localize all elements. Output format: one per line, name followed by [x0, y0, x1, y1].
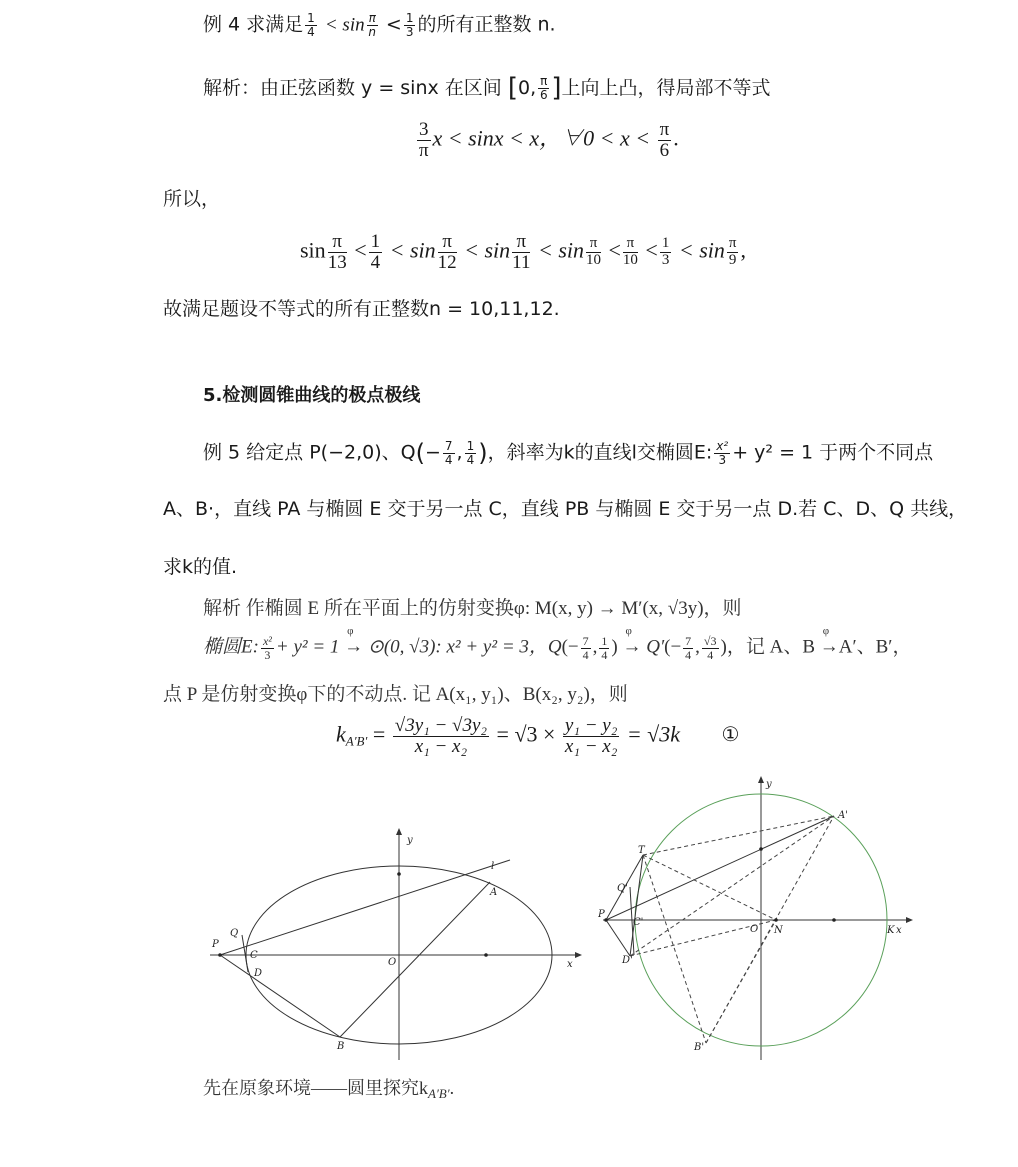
figure-caption: 先在原象环境——圆里探究$k_{A'B'}$. [203, 1078, 455, 1101]
fig1-label-C: C [250, 950, 258, 961]
ellipse-figure [200, 825, 590, 1065]
fig1-label-P: P [212, 939, 219, 950]
fig2-label-B: B' [694, 1042, 705, 1053]
so-label: 所以， [163, 188, 221, 210]
fig1-label-O: O [388, 957, 397, 968]
fig2-label-P: P [598, 909, 605, 920]
fig1-label-x: x [567, 959, 573, 970]
example4-statement: 例 4 求满足 $\frac{1}{4}$ < sin $\frac{\pi}{n}$ < $\frac{1}{3}$ 的所有正整数 n. [203, 11, 556, 39]
section5-heading: 5.检测圆锥曲线的极点极线 [203, 385, 421, 406]
circle-figure [598, 775, 918, 1065]
solution4-intro: 解析：由正弦函数 y = sinx 在区间 [0, $\frac{\pi}{6}$ ]上向上凸，得局部不等式 [203, 73, 771, 103]
local-inequality: $\frac{3}{\pi}$ x < sinx < x，∀0 < x < $\frac{\pi}{6}$ . [418, 119, 679, 161]
equation-tag: ① [721, 724, 740, 747]
fig1-label-D: D [254, 968, 263, 979]
fig2-label-Q: Q' [617, 883, 628, 894]
fig2-label-K: K [887, 925, 895, 936]
formula-k-prime: $k_{A'B'}$ = $\frac{\text{√3y₁ − √3y₂}}{\text{x₁ − x₂}}$ = √3 × $\frac{\text{y₁ − y₂}}{\text{x₁ − x₂}}$ = √3k ① [336, 715, 740, 757]
fig1-label-y: y [407, 835, 413, 846]
solution5-line2: 椭圆E: $\frac{\text{x²}}{3}$ + y² = 1 → φ ⊙(0, √3): x² + y² = 3，Q(− $\frac{7}{4}$ , $\frac{1}{4}$ ) → φ Q′(− $\frac{7}{4}$ , $\frac{√3}{4}$ )，记 A、B → φ A′、B′， [203, 625, 912, 662]
fig2-label-y: y [766, 779, 772, 790]
fig1-label-Q: Q [230, 928, 239, 939]
conclusion4: 故满足题设不等式的所有正整数n = 10,11,12. [163, 298, 560, 320]
example5-line2: A、B·，直线 PA 与椭圆 E 交于另一点 C，直线 PB 与椭圆 E 交于另一点 D.若 C、D、Q 共线， [163, 498, 968, 520]
sine-chain: sin $\frac{\pi}{13}$ < $\frac{1}{4}$ < sin $\frac{\pi}{12}$ < sin $\frac{\pi}{11}$ < sin $\frac{\pi}{10}$ < $\frac{\pi}{10}$ < $\frac{1}{3}$ < sin $\frac{\pi}{9}$ , [300, 231, 746, 273]
example5-line1: 例 5 给定点 P(−2,0)、Q(− $\frac{7}{4}$ , $\frac{1}{4}$ )，斜率为k的直线l交椭圆E: $\frac{\text{x²}}{3}$ + y² = 1 于两个不同点 [203, 438, 934, 467]
example5-line3: 求k的值. [163, 556, 238, 578]
fig2-label-T: T [638, 845, 645, 856]
fig1-label-B: B [337, 1041, 345, 1052]
solution5-line1: 解析 作椭圆 E 所在平面上的仿射变换φ: M(x, y) → M′(x, √3y)，则 [203, 598, 742, 619]
fig2-label-x: x [896, 925, 902, 936]
fig2-label-C: C' [633, 917, 644, 928]
fig2-label-O: O [750, 924, 759, 935]
solution5-line3: 点 P 是仿射变换φ下的不动点. 记 A(x₁, y₁)、B(x₂, y₂)，则 [163, 684, 628, 705]
fig1-label-l: l [491, 861, 495, 872]
fig2-label-D: D' [622, 955, 633, 966]
fig2-label-A: A' [838, 810, 848, 821]
fig2-label-N: N [774, 925, 783, 936]
fig1-label-A: A [490, 887, 498, 898]
